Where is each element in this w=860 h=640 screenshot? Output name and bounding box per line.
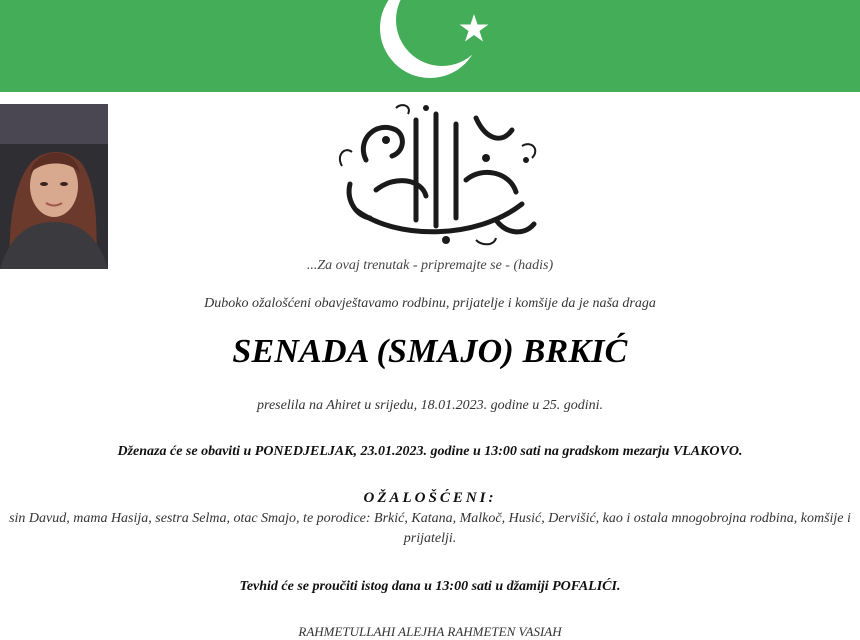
tevhid-notice: Tevhid će se proučiti istog dana u 13:00 sati u džamiji POFALIĆI. xyxy=(239,579,621,594)
deceased-name: SENADA (SMAJO) BRKIĆ xyxy=(232,333,628,370)
arabic-calligraphy-emblem xyxy=(326,100,546,257)
burial-notice: Dženaza će se obaviti u PONEDJELJAK, 23.01.2023. godine u 13:00 sati na gradskom mezarju VLAKOVO. xyxy=(117,444,743,459)
portrait-photo xyxy=(0,104,108,269)
crescent-star-icon xyxy=(378,0,498,92)
passing-notice: preselila na Ahiret u srijedu, 18.01.2023. godine u 25. godini. xyxy=(257,398,603,413)
intro-text: Duboko ožalošćeni obavještavamo rodbinu, prijatelje i komšije da je naša draga xyxy=(204,296,656,311)
hadith-quote: ...Za ovaj trenutak - pripremajte se - (hadis) xyxy=(306,258,554,273)
closing-prayer: RAHMETULLAHI ALEJHA RAHMETEN VASIAH xyxy=(298,624,562,639)
green-banner xyxy=(0,0,860,92)
mourners-list: sin Davud, mama Hasija, sestra Selma, otac Smajo, te porodice: Brkić, Katana, Malkoč, Husić, Dervišić, kao i ostala mnogobrojna rodbina, komšije i prijatelji. xyxy=(9,511,851,546)
mourners-heading: OŽALOŠĆENI: xyxy=(363,490,497,506)
